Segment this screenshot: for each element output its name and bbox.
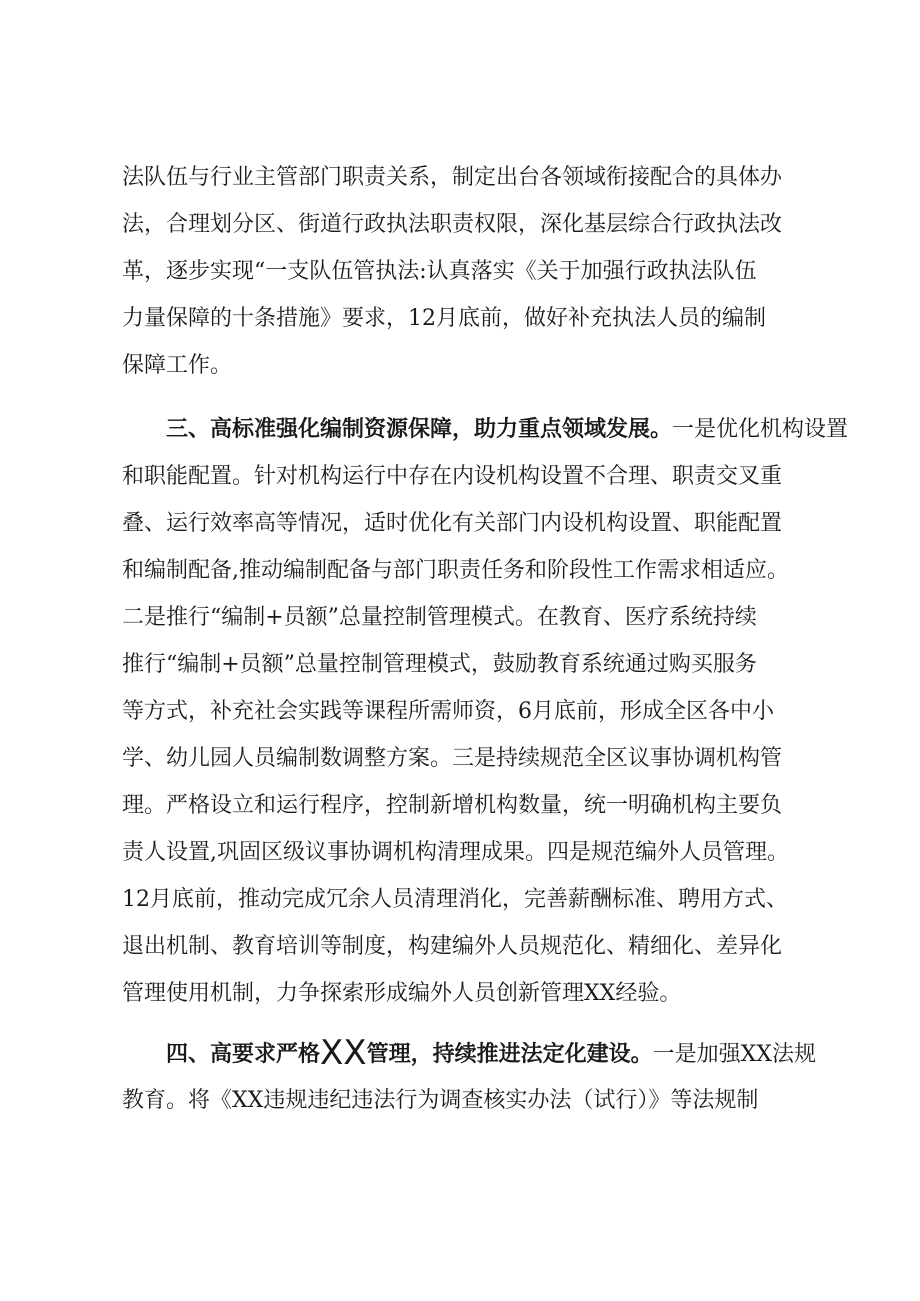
section-4-heading-suffix: 管理，持续推进法定化建设。	[366, 1042, 653, 1067]
paragraph-2	[122, 406, 849, 1017]
paragraph-2-line: 和职能配置。针对机构运行中存在内设机构设置不合理、职责交叉重	[122, 464, 783, 489]
paragraph-2-line: 叠、运行效率高等情况，适时优化有关部门内设机构设置、职能配置	[122, 511, 783, 536]
section-4-heading-prefix: 四、高要求严格	[166, 1042, 321, 1067]
paragraph-2-line: 管理使用机制，力争探索形成编外人员创新管理XX经验。	[122, 981, 682, 1006]
paragraph-2-line: 12月底前，推动完成冗余人员清理消化，完善薪酬标准、聘用方式、	[122, 887, 788, 912]
paragraph-3-line: 教育。将《XX违规违纪违法行为调查核实办法（试行）》等法规制	[122, 1088, 759, 1113]
paragraph-1-line: 保障工作。	[122, 353, 233, 378]
paragraph-2-line: 二是推行“编制+员额”总量控制管理模式。在教育、医疗系统持续	[122, 605, 757, 630]
paragraph-2-line: 责人设置,巩固区级议事协调机构清理成果。四是规范编外人员管理。	[122, 840, 789, 865]
paragraph-2-line: 推行“编制+员额”总量控制管理模式，鼓励教育系统通过购买服务	[122, 652, 757, 677]
paragraph-1	[122, 154, 808, 389]
paragraph-2-line: 等方式，补充社会实践等课程所需师资，6月底前，形成全区各中小	[122, 699, 774, 724]
section-4-heading	[166, 1033, 653, 1073]
paragraph-1-line: 法，合理划分区、街道行政执法职责权限，深化基层综合行政执法改	[122, 212, 783, 237]
paragraph-1-line: 革，逐步实现“一支队伍管执法:认真落实《关于加强行政执法队伍	[122, 259, 757, 284]
paragraph-3	[122, 1030, 816, 1124]
paragraph-3-first-line	[122, 1030, 816, 1077]
paragraph-1-line: 力量保障的十条措施》要求，12月底前，做好补充执法人员的编制	[122, 306, 766, 331]
paragraph-2-line: 和编制配备,推动编制配备与部门职责任务和阶段性工作需求相适应。	[122, 558, 789, 583]
paragraph-2-first-line	[122, 406, 849, 453]
paragraph-1-line: 法队伍与行业主管部门职责关系，制定出台各领域衔接配合的具体办	[122, 165, 783, 190]
paragraph-2-first-line-text: 一是优化机构设置	[672, 417, 849, 442]
paragraph-2-line: 退出机制、教育培训等制度，构建编外人员规范化、精细化、差异化	[122, 934, 783, 959]
section-4-heading-xx: XX	[320, 1033, 367, 1073]
section-3-heading: 三、高标准强化编制资源保障，助力重点领域发展。	[166, 417, 673, 442]
paragraph-3-first-line-text: 一是加强XX法规	[652, 1042, 816, 1067]
paragraph-2-line: 理。严格设立和运行程序，控制新增机构数量，统一明确机构主要负	[122, 793, 783, 818]
paragraph-2-line: 学、幼儿园人员编制数调整方案。三是持续规范全区议事协调机构管	[122, 746, 783, 771]
